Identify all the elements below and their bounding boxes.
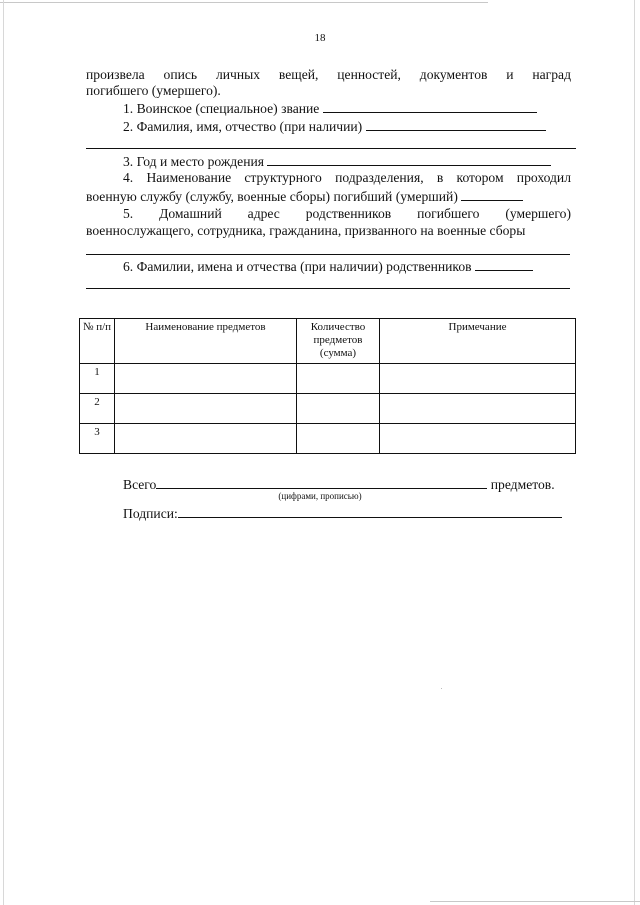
field-relatives-label: 6. Фамилии, имена и отчества (при наличии) родственников	[123, 259, 472, 274]
scan-edge-bottom	[430, 901, 640, 902]
field-address-blank[interactable]	[86, 254, 570, 255]
field-rank-label: 1. Воинское (специальное) звание	[123, 101, 320, 116]
table-row	[80, 394, 576, 424]
field-address-line-1: 5. Домашний адрес родственников погибшего (умершего)	[123, 206, 571, 221]
field-unit-line-1: 4. Наименование структурного подразделения, в котором проходил	[123, 170, 571, 185]
scan-edge-top	[0, 2, 488, 3]
intro-line-1: произвела опись личных вещей, ценностей, документов и наград	[86, 67, 571, 82]
signatures-row	[123, 505, 562, 522]
field-relatives-extra-line[interactable]	[86, 288, 570, 289]
table-cell-name[interactable]	[115, 424, 297, 454]
table-cell-number: 3	[80, 424, 115, 454]
field-relatives	[123, 258, 533, 275]
page-number: 18	[314, 32, 326, 44]
field-unit-label: военную службу (службу, военные сборы) погибший (умерший)	[86, 189, 458, 204]
total-label: Всего	[123, 477, 157, 492]
field-unit-blank[interactable]	[461, 188, 523, 201]
table-cell-quantity[interactable]	[297, 394, 380, 424]
table-cell-name[interactable]	[115, 364, 297, 394]
field-full-name	[123, 118, 546, 135]
total-caption: (цифрами, прописью)	[278, 491, 362, 501]
field-address-line-2: военнослужащего, сотрудника, гражданина, призванного на военные сборы	[86, 223, 526, 238]
table-cell-number: 1	[80, 364, 115, 394]
field-rank	[123, 100, 537, 117]
scan-edge-right	[634, 0, 635, 905]
field-full-name-blank[interactable]	[366, 118, 546, 131]
table-row	[80, 364, 576, 394]
table-cell-note[interactable]	[380, 364, 576, 394]
field-full-name-extra-line[interactable]	[86, 148, 576, 149]
field-unit	[86, 188, 523, 205]
table-row	[80, 424, 576, 454]
intro-line-2: погибшего (умершего).	[86, 83, 221, 98]
field-relatives-blank[interactable]	[475, 258, 533, 271]
table-cell-name[interactable]	[115, 394, 297, 424]
table-cell-quantity[interactable]	[297, 424, 380, 454]
table-header-name: Наименование предметов	[115, 319, 297, 364]
table-header-quantity: Количество предметов (сумма)	[297, 319, 380, 364]
scan-speck	[441, 688, 442, 689]
table-header-note: Примечание	[380, 319, 576, 364]
table-cell-note[interactable]	[380, 394, 576, 424]
table-cell-number: 2	[80, 394, 115, 424]
field-birth	[123, 153, 551, 170]
table-cell-quantity[interactable]	[297, 364, 380, 394]
table-header-row	[80, 319, 576, 364]
items-table	[79, 318, 576, 454]
signatures-blank[interactable]	[178, 505, 562, 518]
scan-edge-left	[3, 0, 4, 905]
total-unit: предметов.	[490, 477, 555, 492]
field-birth-label: 3. Год и место рождения	[123, 154, 265, 169]
field-full-name-label: 2. Фамилия, имя, отчество (при наличии)	[123, 119, 363, 134]
field-birth-blank[interactable]	[267, 153, 551, 166]
total-blank[interactable]	[156, 476, 487, 489]
signatures-label: Подписи:	[123, 506, 178, 521]
field-rank-blank[interactable]	[323, 100, 537, 113]
table-cell-note[interactable]	[380, 424, 576, 454]
table-header-number: № п/п	[80, 319, 115, 364]
